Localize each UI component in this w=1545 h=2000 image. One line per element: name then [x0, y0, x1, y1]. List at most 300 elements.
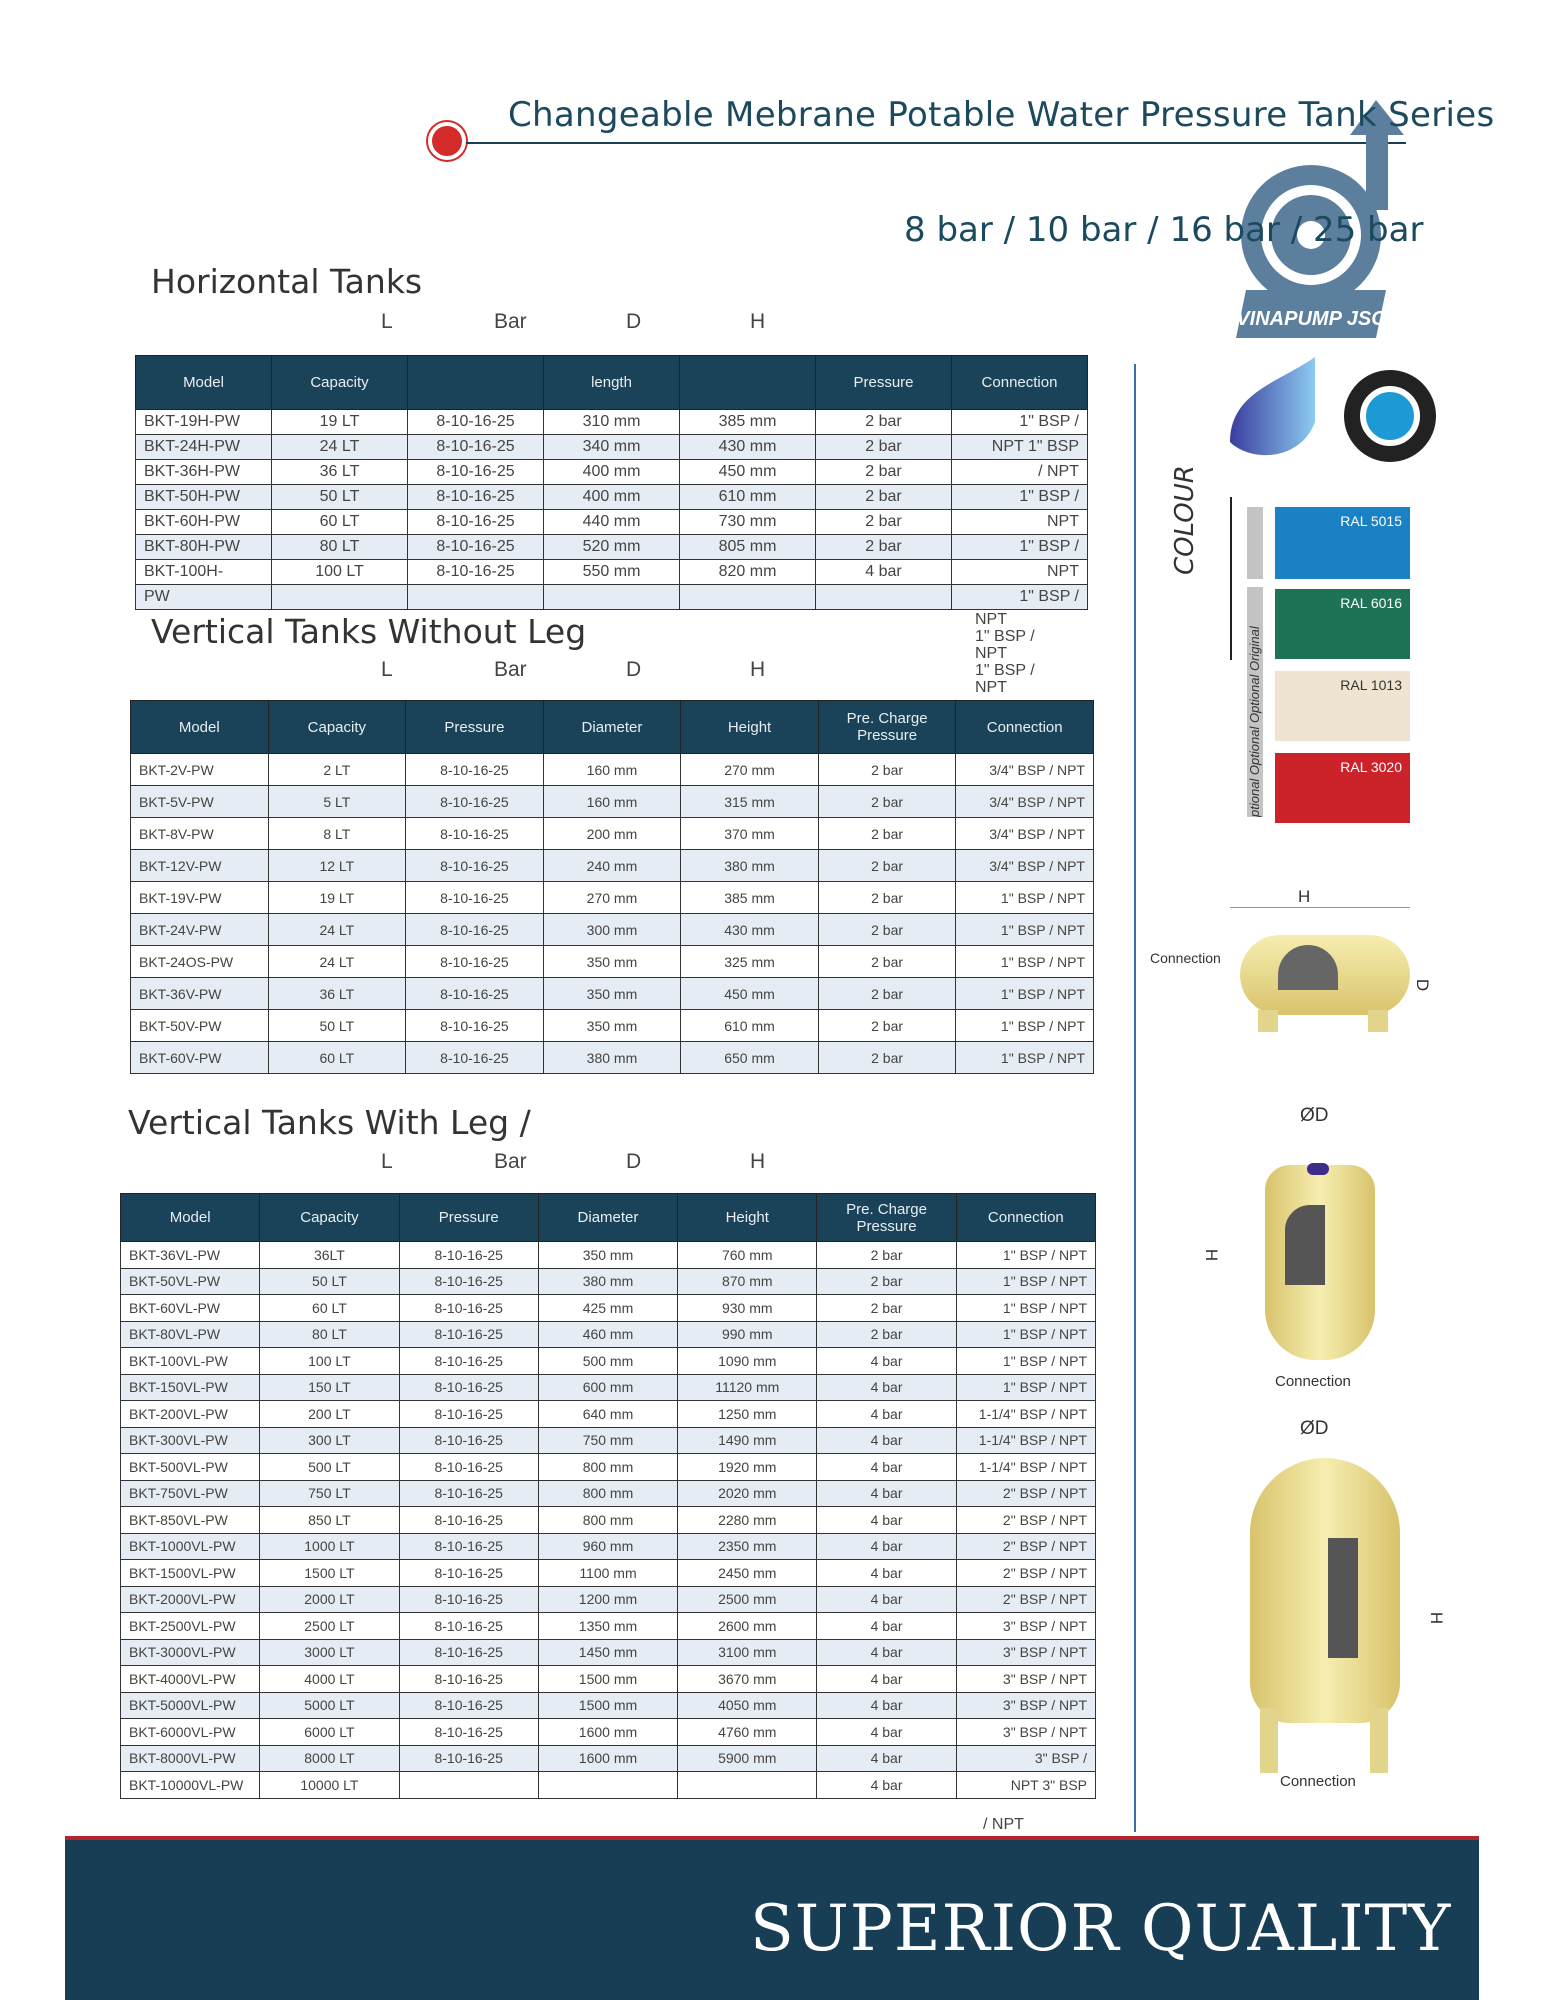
table-cell: BKT-60VL-PW — [121, 1295, 260, 1322]
table-cell: BKT-60V-PW — [131, 1042, 269, 1074]
table-cell: 800 mm — [538, 1480, 677, 1507]
dim-h: H — [750, 1150, 766, 1173]
table-cell: 4 bar — [817, 1374, 956, 1401]
table-cell: 8-10-16-25 — [399, 1586, 538, 1613]
leg-connection-overflow: / NPT — [983, 1816, 1024, 1833]
table-cell: 1600 mm — [538, 1719, 677, 1746]
dim-bar: Bar — [494, 1150, 527, 1173]
table-cell: 100 LT — [272, 560, 408, 585]
vertical-leg-tank-diagram — [1240, 1418, 1460, 1793]
table-cell: 60 LT — [260, 1295, 399, 1322]
colour-rule — [1230, 497, 1232, 660]
table-row — [121, 1242, 1096, 1269]
table-cell: 8-10-16-25 — [406, 946, 544, 978]
table-cell: BKT-5V-PW — [131, 786, 269, 818]
table-cell — [408, 585, 544, 610]
table-row — [121, 1772, 1096, 1799]
table-cell: 800 mm — [538, 1507, 677, 1534]
table-cell: 600 mm — [538, 1374, 677, 1401]
colour-option-labels: ptional Optional Optional Original — [1247, 587, 1263, 817]
table-cell: 8-10-16-25 — [406, 818, 544, 850]
table-cell: 11120 mm — [678, 1374, 817, 1401]
table-cell: 2" BSP / NPT — [956, 1480, 1095, 1507]
connection-overflow-line: NPT — [975, 645, 1007, 662]
table-cell: 2 bar — [816, 460, 952, 485]
table-cell: 1" BSP / NPT — [956, 1010, 1094, 1042]
table-cell: BKT-2500VL-PW — [121, 1613, 260, 1640]
table-cell: 1" BSP / — [952, 585, 1088, 610]
table-cell: 1920 mm — [678, 1454, 817, 1481]
table-cell: 2 bar — [818, 1010, 956, 1042]
table-cell: 5000 LT — [260, 1692, 399, 1719]
table-cell — [399, 1772, 538, 1799]
colour-swatch: RAL 5015 — [1275, 507, 1410, 579]
table-row — [131, 914, 1094, 946]
table-cell: 4 bar — [817, 1401, 956, 1428]
table-cell: 8-10-16-25 — [399, 1719, 538, 1746]
recirculation-icon — [1344, 370, 1436, 462]
table-cell: 50 LT — [272, 485, 408, 510]
table-cell: 2000 LT — [260, 1586, 399, 1613]
table-cell: 80 LT — [272, 535, 408, 560]
table-cell: 350 mm — [543, 946, 681, 978]
vertical-tank-diagram — [1202, 1105, 1385, 1395]
table-row — [136, 510, 1088, 535]
table-cell: 520 mm — [544, 535, 680, 560]
table-cell: 36 LT — [268, 978, 406, 1010]
table-cell: 150 LT — [260, 1374, 399, 1401]
table-cell: 1500 LT — [260, 1560, 399, 1587]
table-header-row — [136, 356, 1088, 410]
table-cell: 3" BSP / NPT — [956, 1719, 1095, 1746]
dim-d: D — [626, 310, 642, 333]
table-cell: 1090 mm — [678, 1348, 817, 1375]
table-cell: 350 mm — [543, 978, 681, 1010]
table-cell: / NPT — [952, 460, 1088, 485]
table-cell: BKT-5000VL-PW — [121, 1692, 260, 1719]
table-cell: 24 LT — [268, 914, 406, 946]
table-cell: 1100 mm — [538, 1560, 677, 1587]
table-cell: 325 mm — [681, 946, 819, 978]
table-cell: 3/4" BSP / NPT — [956, 850, 1094, 882]
table-header-row — [131, 701, 1094, 754]
label-h: H — [1427, 1611, 1447, 1625]
table-cell: 36 LT — [272, 460, 408, 485]
table-cell: 2 LT — [268, 754, 406, 786]
table-cell: BKT-100H- — [136, 560, 272, 585]
dim-l: L — [381, 1150, 393, 1173]
table-row — [131, 1010, 1094, 1042]
table-cell: 8-10-16-25 — [399, 1666, 538, 1693]
table-cell: 1-1/4" BSP / NPT — [956, 1427, 1095, 1454]
table-cell: 1" BSP / NPT — [956, 1242, 1095, 1269]
dim-bar: Bar — [494, 658, 527, 681]
table-cell: 8-10-16-25 — [399, 1745, 538, 1772]
table-row — [136, 410, 1088, 435]
table-row — [131, 882, 1094, 914]
table-cell: 400 mm — [544, 460, 680, 485]
table-cell: 1" BSP / NPT — [956, 946, 1094, 978]
table-cell: BKT-2V-PW — [131, 754, 269, 786]
table-row — [121, 1295, 1096, 1322]
table-cell: 19 LT — [272, 410, 408, 435]
table-cell: 2" BSP / NPT — [956, 1507, 1095, 1534]
table-cell: BKT-50V-PW — [131, 1010, 269, 1042]
table-cell: 8-10-16-25 — [399, 1401, 538, 1428]
table-cell: 4 bar — [817, 1772, 956, 1799]
table-cell: 430 mm — [680, 435, 816, 460]
table-row — [121, 1745, 1096, 1772]
table-cell: 3" BSP / NPT — [956, 1613, 1095, 1640]
table-cell: BKT-60H-PW — [136, 510, 272, 535]
table-cell: 4 bar — [817, 1586, 956, 1613]
table-cell: 730 mm — [680, 510, 816, 535]
table-cell: BKT-850VL-PW — [121, 1507, 260, 1534]
table-cell: 3/4" BSP / NPT — [956, 818, 1094, 850]
table-cell: 300 LT — [260, 1427, 399, 1454]
table-row — [136, 435, 1088, 460]
table-cell: 4 bar — [817, 1639, 956, 1666]
label-h: H — [1202, 1248, 1222, 1262]
connection-overflow-line: NPT — [975, 611, 1007, 628]
table-cell: 310 mm — [544, 410, 680, 435]
table-row — [121, 1427, 1096, 1454]
table-cell: 80 LT — [260, 1321, 399, 1348]
column-header: Height — [681, 701, 819, 754]
table-cell — [544, 585, 680, 610]
table-row — [121, 1348, 1096, 1375]
dim-bar: Bar — [494, 310, 527, 333]
table-cell: 2020 mm — [678, 1480, 817, 1507]
colour-title: COLOUR — [1170, 465, 1200, 575]
table-cell: 430 mm — [681, 914, 819, 946]
table-cell: 385 mm — [681, 882, 819, 914]
column-header: Model — [121, 1194, 260, 1242]
table-row — [121, 1586, 1096, 1613]
table-cell: 350 mm — [543, 1010, 681, 1042]
column-header: Capacity — [268, 701, 406, 754]
table-row — [121, 1480, 1096, 1507]
column-header: Capacity — [272, 356, 408, 410]
table-cell: 850 LT — [260, 1507, 399, 1534]
table-cell: BKT-150VL-PW — [121, 1374, 260, 1401]
table-cell: BKT-100VL-PW — [121, 1348, 260, 1375]
table-cell: 750 mm — [538, 1427, 677, 1454]
column-header: Pre. Charge Pressure — [818, 701, 956, 754]
table-cell — [816, 585, 952, 610]
table-cell: 1" BSP / NPT — [956, 1321, 1095, 1348]
table-row — [121, 1401, 1096, 1428]
table-cell: 8-10-16-25 — [406, 786, 544, 818]
table-row — [121, 1613, 1096, 1640]
connection-overflow-line: 1" BSP / — [975, 628, 1035, 645]
leg-tanks-table — [120, 1193, 1096, 1799]
table-cell: 160 mm — [543, 786, 681, 818]
table-cell: 500 LT — [260, 1454, 399, 1481]
table-cell: BKT-36V-PW — [131, 978, 269, 1010]
table-cell: 160 mm — [543, 754, 681, 786]
table-cell: 4050 mm — [678, 1692, 817, 1719]
table-cell: 8-10-16-25 — [406, 882, 544, 914]
table-cell: 1" BSP / NPT — [956, 882, 1094, 914]
table-cell: BKT-80H-PW — [136, 535, 272, 560]
table-cell — [538, 1772, 677, 1799]
table-cell: 4 bar — [817, 1533, 956, 1560]
label-connection: Connection — [1150, 950, 1221, 966]
table-cell: 610 mm — [680, 485, 816, 510]
table-row — [121, 1692, 1096, 1719]
column-header: Diameter — [538, 1194, 677, 1242]
table-row — [136, 535, 1088, 560]
table-cell: 2 bar — [818, 1042, 956, 1074]
table-cell: 1500 mm — [538, 1692, 677, 1719]
table-cell: 19 LT — [268, 882, 406, 914]
label-d: D — [1413, 978, 1433, 992]
column-header: Capacity — [260, 1194, 399, 1242]
table-cell: 1000 LT — [260, 1533, 399, 1560]
column-header: Connection — [952, 356, 1088, 410]
table-cell: 2" BSP / NPT — [956, 1586, 1095, 1613]
table-cell: 805 mm — [680, 535, 816, 560]
table-cell: 36LT — [260, 1242, 399, 1269]
table-cell: 5900 mm — [678, 1745, 817, 1772]
table-row — [121, 1507, 1096, 1534]
column-header: Connection — [956, 1194, 1095, 1242]
table-cell: 930 mm — [678, 1295, 817, 1322]
table-cell: BKT-200VL-PW — [121, 1401, 260, 1428]
table-row — [121, 1560, 1096, 1587]
table-cell: 1" BSP / — [952, 535, 1088, 560]
table-cell: BKT-12V-PW — [131, 850, 269, 882]
table-cell: BKT-50H-PW — [136, 485, 272, 510]
table-cell: 6000 LT — [260, 1719, 399, 1746]
table-cell: 8-10-16-25 — [399, 1454, 538, 1481]
table-cell: 8-10-16-25 — [399, 1613, 538, 1640]
table-cell: 8-10-16-25 — [406, 978, 544, 1010]
colour-option-bar — [1247, 507, 1263, 579]
table-cell: 550 mm — [544, 560, 680, 585]
table-cell: BKT-10000VL-PW — [121, 1772, 260, 1799]
table-cell: 500 mm — [538, 1348, 677, 1375]
table-cell: 8-10-16-25 — [408, 510, 544, 535]
column-header: Model — [136, 356, 272, 410]
label-h: H — [1298, 887, 1311, 906]
column-header: length — [544, 356, 680, 410]
table-cell: 990 mm — [678, 1321, 817, 1348]
table-cell: 3100 mm — [678, 1639, 817, 1666]
column-header: Pressure — [816, 356, 952, 410]
table-cell: 200 mm — [543, 818, 681, 850]
table-cell: 4 bar — [816, 560, 952, 585]
table-cell: NPT 3" BSP — [956, 1772, 1095, 1799]
table-cell: 385 mm — [680, 410, 816, 435]
table-cell: 2 bar — [817, 1321, 956, 1348]
table-cell: 3000 LT — [260, 1639, 399, 1666]
table-cell: 8-10-16-25 — [399, 1480, 538, 1507]
table-cell: BKT-2000VL-PW — [121, 1586, 260, 1613]
pressure-ratings: 8 bar / 10 bar / 16 bar / 25 bar — [904, 210, 1424, 250]
table-cell: 8-10-16-25 — [399, 1692, 538, 1719]
table-cell: 1490 mm — [678, 1427, 817, 1454]
table-cell: 2 bar — [816, 535, 952, 560]
table-cell — [678, 1772, 817, 1799]
water-drop-icon — [1220, 352, 1320, 467]
table-cell: BKT-50VL-PW — [121, 1268, 260, 1295]
table-cell: 2600 mm — [678, 1613, 817, 1640]
table-cell: 3" BSP / NPT — [956, 1666, 1095, 1693]
table-cell: 650 mm — [681, 1042, 819, 1074]
table-cell: 8-10-16-25 — [399, 1268, 538, 1295]
table-cell: 2 bar — [818, 978, 956, 1010]
table-cell: 3/4" BSP / NPT — [956, 786, 1094, 818]
table-cell: 10000 LT — [260, 1772, 399, 1799]
table-cell: BKT-6000VL-PW — [121, 1719, 260, 1746]
table-cell: BKT-500VL-PW — [121, 1454, 260, 1481]
table-cell: 8-10-16-25 — [399, 1560, 538, 1587]
table-cell: 460 mm — [538, 1321, 677, 1348]
colour-swatch: RAL 1013 — [1275, 671, 1410, 741]
table-row — [121, 1454, 1096, 1481]
table-cell: NPT — [952, 510, 1088, 535]
table-cell: 8-10-16-25 — [408, 410, 544, 435]
table-cell: 2 bar — [818, 754, 956, 786]
table-cell: 8 LT — [268, 818, 406, 850]
table-row — [121, 1321, 1096, 1348]
table-cell: BKT-36H-PW — [136, 460, 272, 485]
table-cell: 1-1/4" BSP / NPT — [956, 1401, 1095, 1428]
column-header — [680, 356, 816, 410]
table-row — [131, 850, 1094, 882]
table-cell: BKT-19H-PW — [136, 410, 272, 435]
table-cell: 380 mm — [543, 1042, 681, 1074]
table-cell: 50 LT — [260, 1268, 399, 1295]
column-header: Pressure — [399, 1194, 538, 1242]
table-cell: 2450 mm — [678, 1560, 817, 1587]
table-cell: 3" BSP / — [956, 1745, 1095, 1772]
table-row — [136, 560, 1088, 585]
table-row — [131, 1042, 1094, 1074]
label-connection: Connection — [1275, 1373, 1351, 1390]
column-header: Connection — [956, 701, 1094, 754]
table-cell: BKT-8V-PW — [131, 818, 269, 850]
table-cell: BKT-300VL-PW — [121, 1427, 260, 1454]
table-cell: 1350 mm — [538, 1613, 677, 1640]
table-cell: 24 LT — [268, 946, 406, 978]
table-cell: 4000 LT — [260, 1666, 399, 1693]
table-cell: 370 mm — [681, 818, 819, 850]
table-cell: 2 bar — [818, 946, 956, 978]
table-cell: 2 bar — [818, 882, 956, 914]
table-cell: 8000 LT — [260, 1745, 399, 1772]
table-cell: 3" BSP / NPT — [956, 1639, 1095, 1666]
table-cell: 400 mm — [544, 485, 680, 510]
divider-line — [1134, 364, 1136, 1832]
table-cell: PW — [136, 585, 272, 610]
table-cell: 24 LT — [272, 435, 408, 460]
table-cell: 5 LT — [268, 786, 406, 818]
table-cell: 8-10-16-25 — [408, 435, 544, 460]
table-cell: 450 mm — [680, 460, 816, 485]
table-row — [121, 1268, 1096, 1295]
table-cell: 760 mm — [678, 1242, 817, 1269]
table-cell: 4 bar — [817, 1666, 956, 1693]
table-cell: 2 bar — [816, 485, 952, 510]
table-cell: 960 mm — [538, 1533, 677, 1560]
table-cell: 1" BSP / — [952, 485, 1088, 510]
table-row — [121, 1374, 1096, 1401]
table-cell: 8-10-16-25 — [399, 1321, 538, 1348]
table-cell: 4 bar — [817, 1427, 956, 1454]
section-title-horizontal: Horizontal Tanks — [151, 262, 423, 301]
table-row — [121, 1639, 1096, 1666]
table-cell: 8-10-16-25 — [408, 460, 544, 485]
table-header-row — [121, 1194, 1096, 1242]
table-cell: 440 mm — [544, 510, 680, 535]
table-cell: BKT-24V-PW — [131, 914, 269, 946]
table-cell: 380 mm — [681, 850, 819, 882]
table-cell: 8-10-16-25 — [399, 1374, 538, 1401]
horizontal-tank-diagram — [1148, 887, 1438, 1055]
table-row — [136, 485, 1088, 510]
page-title: Changeable Mebrane Potable Water Pressure Tank Series — [508, 95, 1495, 135]
table-cell: 340 mm — [544, 435, 680, 460]
table-cell: 4 bar — [817, 1454, 956, 1481]
table-cell: 2350 mm — [678, 1533, 817, 1560]
label-od: ØD — [1300, 1105, 1329, 1126]
table-cell: 1-1/4" BSP / NPT — [956, 1454, 1095, 1481]
column-header: Pressure — [406, 701, 544, 754]
table-cell: 2500 mm — [678, 1586, 817, 1613]
table-cell: 2 bar — [818, 818, 956, 850]
section-title-leg: Vertical Tanks With Leg / — [128, 1103, 531, 1142]
table-cell: 1250 mm — [678, 1401, 817, 1428]
horizontal-tanks-table — [135, 355, 1088, 610]
table-cell: BKT-8000VL-PW — [121, 1745, 260, 1772]
table-cell: 270 mm — [543, 882, 681, 914]
dim-d: D — [626, 1150, 642, 1173]
table-cell: 8-10-16-25 — [406, 1042, 544, 1074]
table-cell: BKT-24H-PW — [136, 435, 272, 460]
table-cell: 60 LT — [272, 510, 408, 535]
column-header — [408, 356, 544, 410]
table-cell: 4 bar — [817, 1348, 956, 1375]
table-cell: 1" BSP / NPT — [956, 1295, 1095, 1322]
table-cell: 12 LT — [268, 850, 406, 882]
table-cell: 2 bar — [817, 1268, 956, 1295]
table-cell: 8-10-16-25 — [399, 1427, 538, 1454]
table-cell: 425 mm — [538, 1295, 677, 1322]
table-cell: 350 mm — [538, 1242, 677, 1269]
table-row — [121, 1666, 1096, 1693]
table-cell: 1" BSP / NPT — [956, 1042, 1094, 1074]
table-cell: 8-10-16-25 — [408, 485, 544, 510]
table-cell: 610 mm — [681, 1010, 819, 1042]
column-header: Diameter — [543, 701, 681, 754]
table-cell: 2280 mm — [678, 1507, 817, 1534]
table-cell: BKT-3000VL-PW — [121, 1639, 260, 1666]
table-cell: NPT 1" BSP — [952, 435, 1088, 460]
table-cell: 8-10-16-25 — [408, 560, 544, 585]
table-cell: BKT-80VL-PW — [121, 1321, 260, 1348]
table-cell: BKT-1500VL-PW — [121, 1560, 260, 1587]
table-cell: 2 bar — [818, 850, 956, 882]
table-cell: 8-10-16-25 — [406, 914, 544, 946]
table-row — [131, 818, 1094, 850]
table-cell: 380 mm — [538, 1268, 677, 1295]
table-row — [121, 1533, 1096, 1560]
connection-overflow-line: 1" BSP / — [975, 662, 1035, 679]
table-cell: 2 bar — [817, 1242, 956, 1269]
